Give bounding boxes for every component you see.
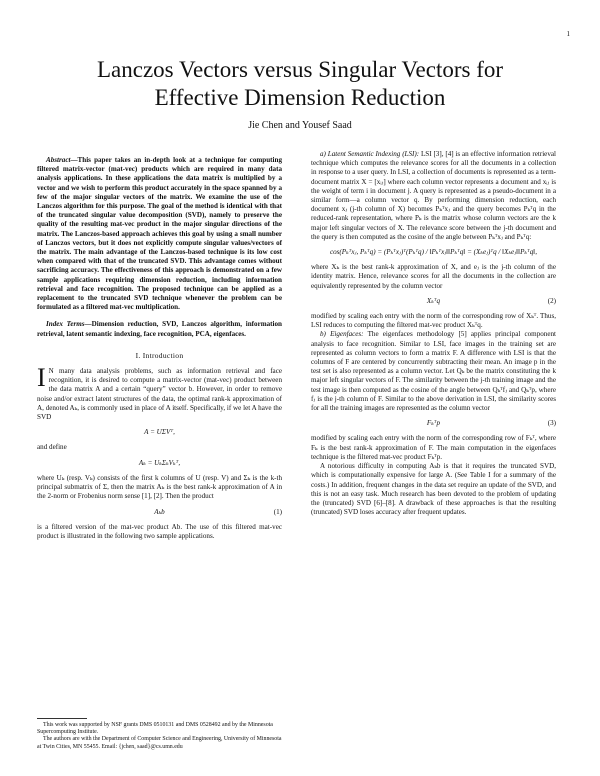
closing-paragraph: A notorious difficulty in computing Aₖb is that it requires the truncated SVD, which is computationally expensive for large A. (See Table I for a summary of the costs.) In addition, frequent changes in the data set require an update of the SVD, and this is not an easy task. Much research has been devoted to the problem of updating the (truncated) SVD [6]–[8]. A drawback of these approaches is that the resulting (truncated) SVD loses accuracy after frequent updates. (311, 462, 556, 517)
equation-3-body: Fₖᵀp (426, 419, 441, 428)
equation-2-body: Xₖᵀq (426, 296, 441, 305)
lsi-p1-text: LSI [3], [4] is an effective information retrieval technique which computes the relevance scores for all the documents in a collection in response to a user query. In LSI, a collection of documents is represented as a term-document matrix X = [xᵢⱼ] where each column vector represents a document and xᵢⱼ is the weight of term i in document j. A query is represented as a pseudo-document in a similar form—a column vector q. By performing dimension reduction, each document xⱼ (j-th column of X) becomes Pₖᵀxⱼ and the query becomes Pₖᵀq in the reduced-rank representation, where Pₖ is the matrix whose column vectors are the k major left singular vectors of X. The relevance score between the j-th document and the query is then computed as the cosine of the angle between Pₖᵀxⱼ and Pₖᵀq: (311, 150, 556, 241)
page-number: 1 (566, 30, 570, 38)
footnotes (37, 718, 282, 751)
abstract-body: —This paper takes an in-depth look at a technique for computing filtered matrix-vector (mat-vec) products which are required in many data analysis applications. In these applications the data matrix is multiplied by a vector and we wish to perform this product accurately in the space spanned by a few of the major singular vectors of the matrix. We examine the use of the Lanczos algorithm for this purpose. The goal of the method is identical with that of the truncated singular value decomposition (SVD), namely to preserve the quality of the resulting mat-vec product in the major singular directions of the matrix. The Lanczos-based approach achieves this goal by using a small number of Lanczos vectors, but it does not explicitly compute singular values/vectors of the matrix. The main advantage of the Lanczos-based technique is its low cost when compared with that of the truncated SVD. This advantage comes without sacrificing accuracy. The effectiveness of this approach is demonstrated on a few sample applications requiring dimension reduction, including information retrieval and face recognition. The proposed technique can be applied as a replacement to the truncated SVD technique whenever the problem can be formulated as a filtered mat-vec multiplication. (37, 156, 282, 312)
left-column (37, 150, 282, 541)
equation-2 (311, 297, 556, 306)
lsi-paragraph-2: where Xₖ is the best rank-k approximation of X, and eⱼ is the j-th column of the identity matrix. Hence, relevance scores for all the documents in the collection are equivalently represented by the column vector (311, 263, 556, 290)
section-heading-introduction: I. Introduction (135, 350, 184, 360)
equation-3-number: (3) (547, 419, 556, 428)
intro-paragraph-2: where Uₖ (resp. Vₖ) consists of the first k columns of U (resp. V) and Σₖ is the k-th principal submatrix of Σ, then the matrix Aₖ is the best rank-k approximation of A in the 2-norm or Frobenius norm sense [1], [2]. Then the product (37, 473, 282, 501)
lsi-paragraph-3: modified by scaling each entry with the norm of the corresponding row of Xₖᵀ. Thus, LSI reduces to computing the filtered mat-vec product Xₖᵀq. (311, 312, 556, 330)
eigenfaces-paragraph-2: modified by scaling each entry with the norm of the corresponding row of Fₖᵀ, where Fₖ is the best rank-k approximation of F. The main computation in the eigenfaces technique is the filtered mat-vec product Fₖᵀp. (311, 434, 556, 461)
footnote-funding: This work was supported by NSF grants DMS 0510131 and DMS 0528492 and by the Minnesota Supercomputing Institute. (37, 722, 273, 736)
intro-paragraph-3: is a filtered version of the mat-vec product Ab. The use of this filtered mat-vec product is illustrated in the following two sample applications. (37, 522, 282, 540)
eigenfaces-paragraph-1 (311, 330, 556, 413)
lsi-paragraph-1 (311, 150, 556, 242)
drop-cap: I (37, 363, 46, 393)
equation-cosine: cos(Pₖᵀxⱼ, Pₖᵀq) = (Pₖᵀxⱼ)ᵀ(Pₖᵀq) / ‖Pₖᵀxⱼ‖‖Pₖᵀq‖ = (Xₖeⱼ)ᵀq / ‖Xₖeⱼ‖‖Pₖᵀq‖, (329, 248, 538, 257)
index-terms-body: —Dimension reduction, SVD, Lanczos algorithm, information retrieval, latent semantic indexing, face recognition, PCA, eigenfaces. (37, 320, 282, 338)
right-column (311, 150, 556, 517)
eigenfaces-heading: b) Eigenfaces: (320, 330, 364, 339)
intro-paragraph-1 (37, 363, 282, 422)
authors: Jie Chen and Yousef Saad (248, 120, 352, 131)
title-line-1: Lanczos Vectors versus Singular Vectors for (96, 57, 504, 82)
lsi-heading: a) Latent Semantic Indexing (LSI): (320, 150, 420, 158)
eigenfaces-p1-text: The eigenfaces methodology [5] applies principal component analysis to face recognition. Similar to LSI, face images in the training set are represented as column vectors to form a matrix F. A difference with LSI is that the columns of F are centered by concurrently subtracting their mean. An image p in the test set is also represented as a column vector. Let Qₖ be the matrix constituting the k major left singular vectors of F. The similarity between the j-th training image and the test image is then computed as the cosine of the angle between Qₖᵀfⱼ and Qₖᵀp, where fⱼ is the j-th column of F. Similar to the above derivation in LSI, the similarity scores for all the training images are represented as the column vector (311, 330, 557, 413)
equation-1-body: Aₖb (154, 507, 165, 516)
equation-2-number: (2) (547, 296, 556, 305)
equation-1 (37, 508, 282, 517)
paper-title (40, 56, 560, 112)
index-terms-lead: Index Terms (46, 320, 85, 329)
equation-3 (311, 419, 556, 428)
title-line-2: Effective Dimension Reduction (154, 85, 446, 110)
abstract (37, 156, 282, 312)
index-terms (37, 320, 282, 338)
abstract-lead: Abstract (46, 156, 71, 164)
equation-svd: A = UΣVᵀ, (144, 428, 175, 437)
intro-p1-text: N many data analysis problems, such as information retrieval and face recognition, it is desired to compute a matrix-vector (mat-vec) product between the data matrix A and a certain “query” vector b. However, in order to remove noise and/or extract latent structures of the data, the optimal rank-k approximation of A, denoted Aₖ, is commonly used in place of A itself. Specifically, if we let A have the SVD (37, 367, 282, 422)
footnote-affiliation: The authors are with the Department of Computer Science and Engineering, University of Minnesota at Twin Cities, MN 55455. Email: {jchen, saad}@cs.umn.edu (37, 736, 282, 750)
footnote-rule (37, 718, 87, 719)
equation-1-number: (1) (273, 507, 282, 516)
and-define-text: and define (37, 443, 67, 452)
equation-ak: Aₖ = UₖΣₖVₖᵀ, (138, 458, 181, 467)
